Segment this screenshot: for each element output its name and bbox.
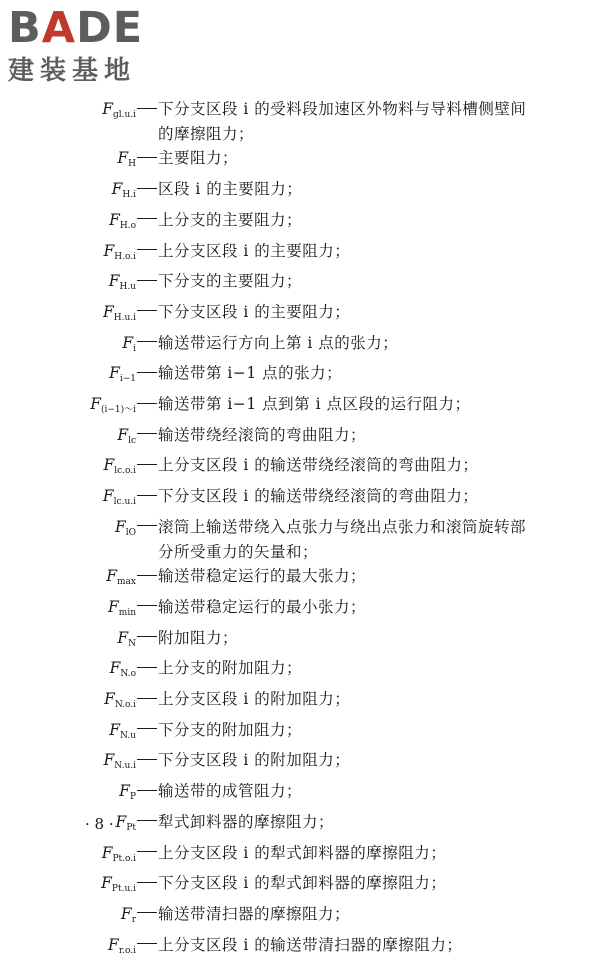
symbol-subscript: N.u	[120, 730, 136, 741]
symbol-base: F	[114, 517, 126, 536]
symbol	[0, 361, 158, 392]
em-dash-separator	[137, 108, 157, 109]
symbol	[0, 97, 158, 128]
definition-entry	[0, 239, 600, 270]
em-dash-separator	[137, 495, 157, 496]
em-dash-separator	[137, 525, 157, 526]
em-dash-separator	[137, 698, 157, 699]
symbol-subscript: lc.u.i	[113, 497, 136, 508]
definition-entry	[0, 423, 600, 454]
definition-entry	[0, 871, 600, 902]
symbol-base: F	[101, 843, 113, 862]
symbol-subscript: Pt	[126, 822, 136, 833]
definition-text: 上分支的附加阻力；	[158, 659, 303, 678]
em-dash-separator	[137, 188, 157, 189]
definition-entry	[0, 595, 600, 626]
logo-subtitle: 建装基地	[8, 56, 137, 86]
definition-entry	[0, 687, 600, 718]
symbol	[0, 687, 158, 718]
symbol	[0, 269, 158, 300]
em-dash-separator	[137, 759, 157, 760]
symbol-base: F	[102, 100, 113, 118]
symbol	[0, 595, 158, 626]
symbol	[0, 748, 158, 779]
symbol	[0, 718, 158, 749]
symbol	[0, 626, 158, 657]
symbol-subscript: Pt.u.i	[111, 884, 136, 895]
definition-text: 下分支区段 i 的输送带绕经滚筒的弯曲阻力；	[158, 487, 479, 506]
definition-text: 上分支的主要阻力；	[158, 210, 303, 229]
em-dash-separator	[137, 728, 157, 729]
definition-entry	[0, 484, 600, 515]
definition-entry	[0, 300, 600, 331]
definition-entry	[0, 656, 600, 687]
em-dash-separator	[137, 636, 157, 637]
symbol	[0, 902, 158, 933]
page-number: · 8 ·	[85, 815, 114, 833]
definition-text: 上分支区段 i 的输送带绕经滚筒的弯曲阻力；	[158, 456, 479, 475]
symbol-base: F	[109, 210, 120, 229]
symbol-subscript: H.o	[119, 220, 136, 231]
definition-entry	[0, 515, 600, 564]
definition-text: 下分支的附加阻力；	[158, 720, 303, 739]
definition-entry	[0, 748, 600, 779]
symbol-subscript: r.o.i	[118, 945, 136, 956]
symbol	[0, 239, 158, 270]
definition-text: 下分支区段 i 的犁式卸料器的摩擦阻力；	[158, 874, 447, 893]
bade-logo	[8, 4, 178, 86]
definition-entry	[0, 779, 600, 810]
symbol-subscript: H.o.i	[114, 251, 136, 262]
definition-entry	[0, 626, 600, 657]
symbol-subscript: H.u.i	[113, 312, 136, 323]
definition-entry	[0, 146, 600, 177]
definition-entry	[0, 361, 600, 392]
symbol-subscript: lc	[128, 435, 136, 446]
em-dash-separator	[137, 433, 157, 434]
em-dash-separator	[137, 310, 157, 311]
em-dash-separator	[137, 882, 157, 883]
definition-entry	[0, 841, 600, 872]
definition-text: 滚筒上输送带绕入点张力与绕出点张力和滚筒旋转部分所受重力的矢量和；	[158, 517, 527, 561]
symbol-base: F	[102, 302, 114, 321]
definition-entry	[0, 933, 600, 963]
definition-text: 输送带第 i−1 点到第 i 点区段的运行阻力；	[158, 395, 471, 414]
definition-text: 主要阻力；	[158, 149, 239, 168]
em-dash-separator	[137, 820, 157, 821]
logo-wordmark: BADE	[8, 3, 144, 53]
definition-text: 输送带运行方向上第 i 点的张力；	[158, 333, 399, 352]
symbol-subscript: N.u.i	[114, 761, 136, 772]
symbol-subscript: H	[128, 159, 136, 170]
symbol	[0, 208, 158, 239]
symbol-subscript: lc.o.i	[114, 466, 136, 477]
em-dash-separator	[137, 790, 157, 791]
symbol	[0, 810, 158, 841]
symbol-subscript: Pt.o.i	[112, 853, 136, 864]
symbol	[0, 484, 158, 515]
logo-accent-letter: A	[41, 3, 77, 53]
em-dash-separator	[137, 464, 157, 465]
definition-text: 下分支区段 i 的受料段加速区外物料与导料槽侧壁间的摩擦阻力；	[158, 100, 527, 143]
em-dash-separator	[137, 372, 157, 373]
em-dash-separator	[137, 280, 157, 281]
definition-entry	[0, 392, 600, 423]
symbol-base: F	[117, 425, 129, 444]
definition-text: 输送带清扫器的摩擦阻力；	[158, 904, 351, 923]
symbol-base: F	[119, 782, 130, 801]
definition-text: 上分支区段 i 的主要阻力；	[158, 241, 351, 260]
definition-entry	[0, 269, 600, 300]
symbol-subscript: r	[131, 914, 136, 925]
symbol-base: F	[109, 720, 121, 739]
symbol	[0, 300, 158, 331]
symbol	[0, 564, 158, 595]
symbol-base: F	[108, 272, 120, 291]
definition-text: 输送带第 i−1 点的张力；	[158, 364, 343, 383]
symbol-base: F	[120, 904, 132, 923]
em-dash-separator	[137, 218, 157, 219]
definition-text: 上分支区段 i 的附加阻力；	[158, 690, 351, 709]
definition-text: 下分支区段 i 的附加阻力；	[158, 751, 351, 770]
em-dash-separator	[137, 943, 157, 944]
symbol	[0, 146, 158, 177]
symbol-base: F	[104, 690, 115, 709]
symbol-subscript: N.o	[120, 669, 136, 680]
definition-text: 输送带稳定运行的最小张力；	[158, 597, 367, 616]
symbol	[0, 331, 158, 362]
symbol-base: F	[103, 456, 115, 475]
definition-text: 区段 i 的主要阻力；	[158, 180, 303, 199]
symbol	[0, 423, 158, 454]
symbol-base: F	[115, 812, 127, 831]
em-dash-separator	[137, 157, 157, 158]
definition-text: 犁式卸料器的摩擦阻力；	[158, 812, 335, 831]
symbol-base: F	[109, 659, 121, 678]
symbol	[0, 933, 158, 963]
symbol-subscript: N.o.i	[114, 700, 136, 711]
em-dash-separator	[137, 249, 157, 250]
symbol-base: F	[102, 487, 114, 506]
em-dash-separator	[137, 667, 157, 668]
em-dash-separator	[137, 575, 157, 576]
symbol-subscript: max	[117, 577, 136, 588]
definition-text: 上分支区段 i 的输送带清扫器的摩擦阻力；	[158, 935, 463, 954]
definition-text: 上分支区段 i 的犁式卸料器的摩擦阻力；	[158, 843, 447, 862]
definition-entry	[0, 718, 600, 749]
symbol	[0, 841, 158, 872]
symbol	[0, 453, 158, 484]
definition-text: 附加阻力；	[158, 628, 239, 647]
em-dash-separator	[137, 851, 157, 852]
symbol	[0, 392, 158, 423]
symbol-base: F	[106, 567, 118, 586]
symbol-base: F	[90, 395, 101, 414]
definition-entry	[0, 97, 600, 146]
definition-entry	[0, 208, 600, 239]
definition-text: 输送带绕经滚筒的弯曲阻力；	[158, 425, 367, 444]
symbol	[0, 515, 158, 546]
symbol-subscript: min	[118, 607, 136, 618]
symbol-subscript: H.u	[119, 282, 136, 293]
symbol-base: F	[108, 597, 119, 616]
symbol-subscript: i	[133, 343, 136, 354]
symbol	[0, 779, 158, 810]
symbol-subscript: gl.u.i	[112, 110, 136, 120]
symbol-base: F	[122, 333, 134, 352]
definition-entry	[0, 564, 600, 595]
definition-text: 下分支区段 i 的主要阻力；	[158, 302, 351, 321]
definition-entry	[0, 453, 600, 484]
em-dash-separator	[137, 341, 157, 342]
em-dash-separator	[137, 403, 157, 404]
symbol-base: F	[103, 751, 115, 770]
definition-entry	[0, 331, 600, 362]
symbol-base: F	[111, 180, 123, 199]
symbol-base: F	[103, 241, 115, 260]
symbol-base: F	[108, 935, 119, 954]
definition-entry	[0, 902, 600, 933]
symbol-base: F	[117, 149, 129, 168]
symbol	[0, 656, 158, 687]
symbol-subscript: lO	[125, 527, 136, 538]
symbol-subscript: H.i	[122, 190, 136, 201]
definition-entry	[0, 177, 600, 208]
symbol-base: F	[109, 364, 120, 383]
symbol	[0, 177, 158, 208]
symbol-subscript: (i−1)～i	[100, 405, 136, 416]
definition-text: 输送带的成管阻力；	[158, 782, 303, 801]
em-dash-separator	[137, 605, 157, 606]
symbol	[0, 871, 158, 902]
symbol-subscript: i−1	[119, 374, 136, 385]
symbol-base: F	[101, 874, 112, 893]
symbol-subscript: P	[129, 792, 136, 803]
definition-text: 输送带稳定运行的最大张力；	[158, 567, 367, 586]
definition-text: 下分支的主要阻力；	[158, 272, 303, 291]
symbol-base: F	[117, 628, 129, 647]
em-dash-separator	[137, 912, 157, 913]
symbol-definition-list	[0, 97, 600, 963]
symbol-subscript: N	[128, 638, 136, 649]
